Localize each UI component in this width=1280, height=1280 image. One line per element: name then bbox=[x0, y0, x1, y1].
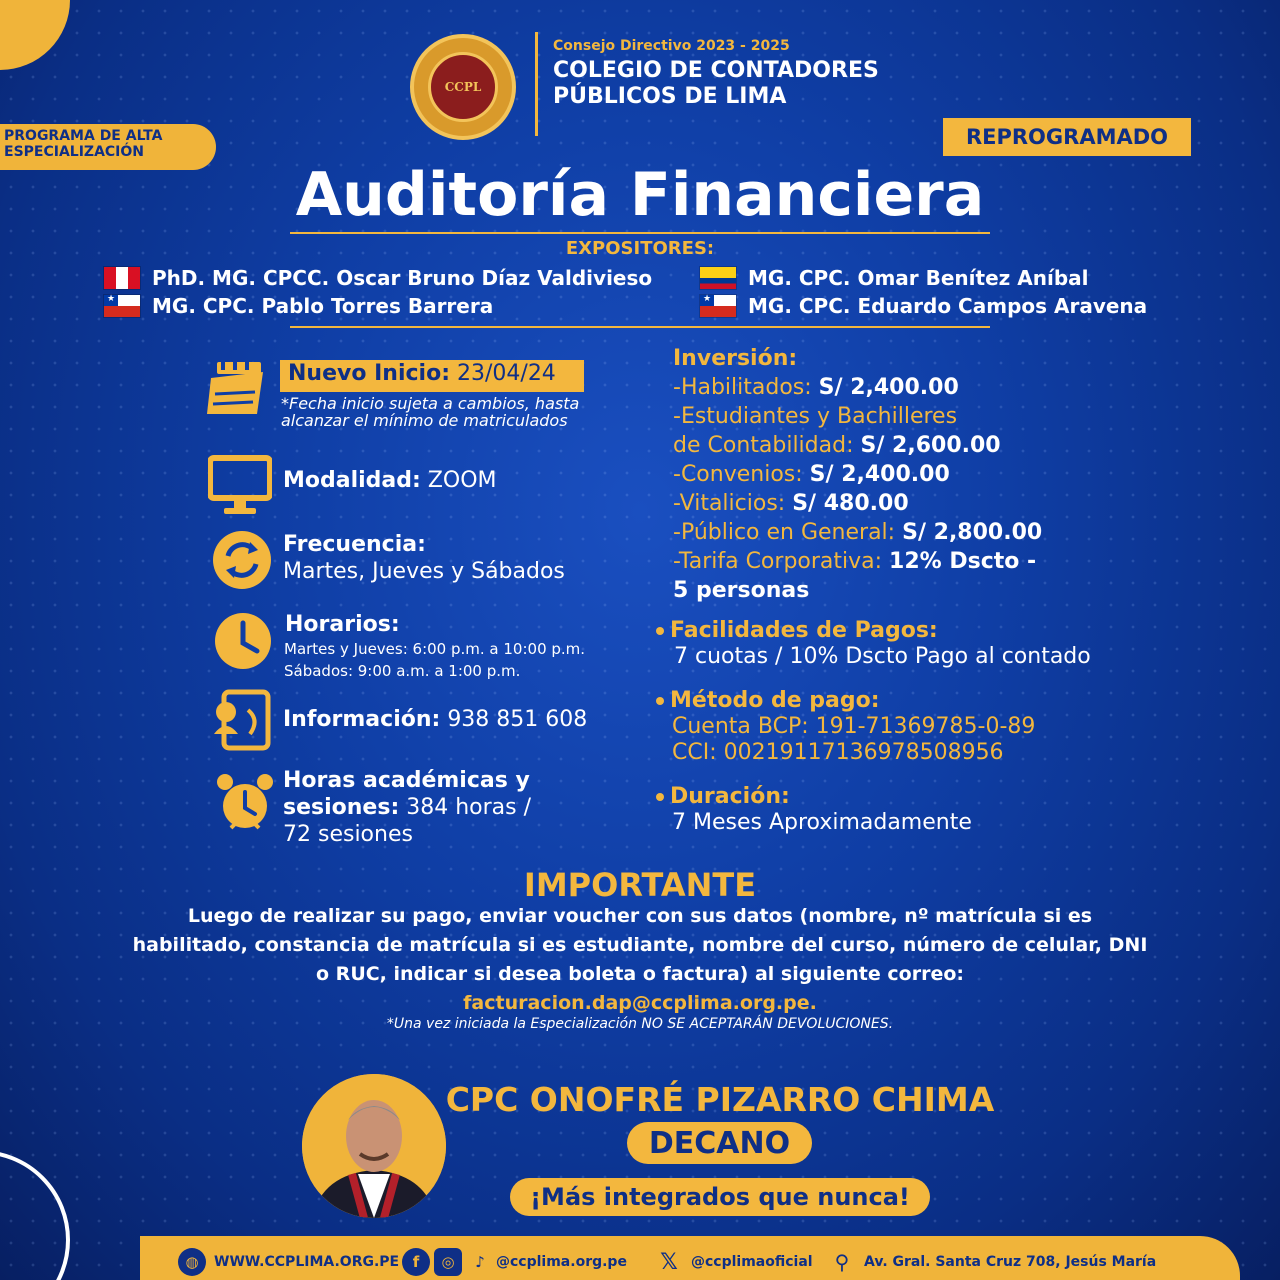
bcp-account: Cuenta BCP: 191-71369785-0-89 bbox=[672, 714, 1036, 739]
academic-value-1: 384 horas / bbox=[406, 795, 532, 820]
speakers-divider bbox=[290, 326, 990, 328]
method-label: Método de pago: bbox=[670, 688, 880, 713]
price-row bbox=[673, 460, 1093, 489]
speaker-item bbox=[700, 294, 1147, 318]
payment-method bbox=[656, 688, 1035, 766]
refund-note: *Una vez iniciada la Especialización NO SE ACEPTARÁN DEVOLUCIONES. bbox=[386, 1016, 894, 1032]
speaker-name: MG. CPC. Eduardo Campos Aravena bbox=[748, 294, 1148, 318]
slogan: ¡Más integrados que nunca! bbox=[510, 1178, 930, 1216]
price-label: -Vitalicios: bbox=[673, 491, 786, 516]
price-value: S/ 480.00 bbox=[792, 491, 909, 516]
program-badge: PROGRAMA DE ALTA ESPECIALIZACIÓN bbox=[0, 124, 216, 170]
alarm-clock-icon bbox=[213, 770, 277, 834]
hours-label: Horarios: bbox=[285, 612, 400, 637]
speakers-label: EXPOSITORES: bbox=[565, 238, 715, 259]
bullet-icon bbox=[656, 697, 664, 705]
price-value: 12% Dscto - bbox=[889, 549, 1037, 574]
chile-flag-icon bbox=[104, 295, 140, 317]
duration bbox=[656, 784, 972, 836]
price-value: S/ 2,400.00 bbox=[818, 375, 959, 400]
calendar-icon bbox=[205, 358, 269, 422]
location-pin-icon: ⚲ bbox=[834, 1250, 850, 1274]
speaker-name: PhD. MG. CPCC. Oscar Bruno Díaz Valdivieso bbox=[152, 266, 653, 290]
billing-email[interactable]: facturacion.dap@ccplima.org.pe. bbox=[463, 992, 817, 1014]
start-date bbox=[288, 361, 556, 386]
price-label: -Público en General: bbox=[673, 520, 896, 545]
dean-role: DECANO bbox=[627, 1122, 812, 1164]
peru-flag-icon bbox=[104, 267, 140, 289]
speaker-item bbox=[700, 266, 1089, 290]
phone-contact-icon bbox=[210, 688, 274, 752]
payment-facilities bbox=[656, 618, 1091, 670]
website-text: WWW.CCPLIMA.ORG.PE bbox=[214, 1254, 400, 1270]
important-text bbox=[130, 902, 1150, 1018]
cci-account: CCI: 00219117136978508956 bbox=[672, 740, 1004, 765]
council-period: Consejo Directivo 2023 - 2025 bbox=[553, 38, 790, 54]
price-row bbox=[673, 431, 1093, 460]
refresh-cycle-icon bbox=[210, 528, 274, 592]
price-row bbox=[673, 373, 1093, 402]
frequency-label: Frecuencia: bbox=[283, 532, 426, 557]
speaker-name: MG. CPC. Pablo Torres Barrera bbox=[152, 294, 494, 318]
speaker-name: MG. CPC. Omar Benítez Aníbal bbox=[748, 266, 1089, 290]
price-label: -Estudiantes y Bachilleres bbox=[673, 404, 958, 429]
investment-block bbox=[673, 344, 1093, 605]
investment-label: Inversión: bbox=[673, 346, 798, 371]
price-value: S/ 2,800.00 bbox=[902, 520, 1043, 545]
price-label: -Tarifa Corporativa: bbox=[673, 549, 883, 574]
facilities-value: 7 cuotas / 10% Dscto Pago al contado bbox=[674, 644, 1091, 669]
footer-address bbox=[828, 1248, 1156, 1276]
speaker-item bbox=[104, 266, 652, 290]
duration-label: Duración: bbox=[670, 784, 790, 809]
information bbox=[283, 707, 587, 732]
facilities-label: Facilidades de Pagos: bbox=[670, 618, 938, 643]
academic-hours bbox=[283, 767, 531, 848]
instagram-icon: ◎ bbox=[434, 1248, 462, 1276]
dean-name: CPC ONOFRÉ PIZARRO CHIMA bbox=[445, 1080, 995, 1119]
course-title: Auditoría Financiera bbox=[295, 160, 985, 230]
college-name: COLEGIO DE CONTADORES PÚBLICOS DE LIMA bbox=[553, 58, 879, 109]
academic-label-1: Horas académicas y bbox=[283, 768, 530, 793]
facebook-icon: f bbox=[402, 1248, 430, 1276]
price-row bbox=[673, 489, 1093, 518]
footer-social[interactable] bbox=[402, 1248, 627, 1276]
footer-x[interactable] bbox=[655, 1248, 813, 1276]
hours-line-1: Martes y Jueves: 6:00 p.m. a 10:00 p.m. bbox=[284, 640, 586, 658]
info-phone: 938 851 608 bbox=[447, 707, 588, 732]
academic-label-2: sesiones: bbox=[283, 795, 400, 820]
mode bbox=[283, 468, 497, 493]
price-value: S/ 2,400.00 bbox=[809, 462, 950, 487]
price-value: S/ 2,600.00 bbox=[860, 433, 1001, 458]
price-label: de Contabilidad: bbox=[673, 433, 854, 458]
start-note: *Fecha inicio sujeta a cambios, hasta alcanzar el mínimo de matriculados bbox=[281, 394, 580, 430]
duration-value: 7 Meses Aproximadamente bbox=[672, 810, 972, 835]
important-title: IMPORTANTE bbox=[523, 866, 757, 904]
start-value: 23/04/24 bbox=[457, 361, 556, 386]
hours-line-2: Sábados: 9:00 a.m. a 1:00 p.m. bbox=[284, 662, 521, 680]
price-label: -Habilitados: bbox=[673, 375, 812, 400]
frequency-value: Martes, Jueves y Sábados bbox=[283, 559, 565, 584]
title-divider bbox=[290, 232, 990, 234]
footer-website[interactable] bbox=[178, 1248, 399, 1276]
important-body: Luego de realizar su pago, enviar voucher con sus datos (nombre, nº matrícula si es habilitado, constancia de matrícula si es estudiante, nombre del curso, número de celular, DNI o RUC, indicar si desea boleta o factura) al siguiente correo: bbox=[132, 905, 1148, 985]
college-seal-logo: CCPL bbox=[410, 34, 516, 140]
tiktok-icon: ♪ bbox=[475, 1253, 485, 1271]
colombia-flag-icon bbox=[700, 267, 736, 289]
mode-value: ZOOM bbox=[427, 468, 497, 493]
chile-flag-icon bbox=[700, 295, 736, 317]
price-row bbox=[673, 547, 1093, 576]
address-text: Av. Gral. Santa Cruz 708, Jesús María bbox=[864, 1254, 1157, 1270]
clock-icon bbox=[213, 611, 277, 675]
bullet-icon bbox=[656, 627, 664, 635]
price-label: -Convenios: bbox=[673, 462, 803, 487]
price-row: 5 personas bbox=[673, 578, 810, 603]
academic-value-2: 72 sesiones bbox=[283, 822, 413, 847]
x-handle: @ccplimaoficial bbox=[691, 1254, 813, 1270]
globe-icon: ◍ bbox=[178, 1248, 206, 1276]
monitor-icon bbox=[208, 454, 272, 518]
social-handle: @ccplima.org.pe bbox=[496, 1254, 627, 1270]
dean-portrait bbox=[302, 1074, 446, 1218]
x-icon: 𝕏 bbox=[660, 1249, 678, 1275]
bullet-icon bbox=[656, 793, 664, 801]
header-divider bbox=[535, 32, 538, 136]
rescheduled-badge: REPROGRAMADO bbox=[943, 118, 1191, 156]
price-row bbox=[673, 518, 1093, 547]
start-label: Nuevo Inicio: bbox=[288, 361, 450, 386]
info-label: Información: bbox=[283, 707, 441, 732]
mode-label: Modalidad: bbox=[283, 468, 421, 493]
speaker-item bbox=[104, 294, 493, 318]
price-row bbox=[673, 402, 1093, 431]
dean-photo bbox=[302, 1074, 446, 1218]
